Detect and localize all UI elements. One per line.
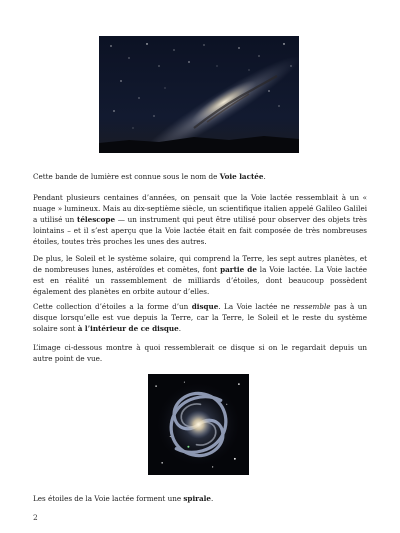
paragraph-image-intro: [33, 342, 367, 364]
paragraph-telescope: [33, 192, 367, 247]
p4-bold-inside: à l’intérieur de ce disque: [77, 324, 179, 334]
paragraph-milky-way-name: [33, 171, 367, 182]
spiral-galaxy-photo: [148, 374, 249, 475]
p4-bold-disque: disque: [191, 302, 219, 311]
p1-bold-term: Voie lactée: [219, 172, 264, 181]
p3-text-0: De plus, le Soleil et le système solaire, qui comprend la Terre, les sept autres planètes, et de nombreuses lunes, astéroïdes et comètes, font: [33, 254, 367, 275]
p2-text-0: Pendant plusieurs centaines d’années, on pensait que la Voie lactée ressemblait à un « nuage » lumineux. Mais au dix-septième siècle, un scientifique italien appelé Galileo Galilei a utilisé un: [33, 193, 367, 225]
p4-italic-term: ressemble: [293, 302, 331, 311]
paragraph-solar-system: [33, 253, 367, 297]
p6-bold-term: spirale: [183, 494, 211, 503]
p4-text-2: pas à un disque lorsqu’elle est vue depuis la Terre, car la Terre, le Soleil et le reste du système solaire sont: [33, 302, 367, 334]
p4-text-0: Cette collection d’étoiles a la forme d’un: [33, 302, 192, 311]
paragraph-disc-shape: [33, 301, 367, 334]
p3-bold-term: partie de: [220, 265, 257, 275]
p1-text-0: Cette bande de lumière est connue sous le nom de: [33, 172, 220, 181]
milky-way-illustration: [99, 36, 299, 153]
p2-text-1: — un instrument qui peut être utilisé pour observer des objets très lointains – et il s’est aperçu que la Voie lactée était en fait composée de très nombreuses étoiles, toutes très proches les unes des autres.: [33, 215, 367, 247]
p2-bold-term: télescope: [77, 215, 116, 225]
page-number: 2: [33, 513, 38, 522]
p1-text-1: .: [263, 172, 266, 181]
spiral-galaxy-illustration: [148, 374, 249, 475]
p6-text-1: .: [210, 494, 214, 503]
p4-text-3: .: [178, 324, 182, 334]
p6-text-0: Les étoiles de la Voie lactée forment une: [33, 494, 184, 503]
p3-text-1: la Voie lactée. La Voie lactée est en réalité un rassemblement de milliards d’étoiles, dont beaucoup possèdent également des planètes en orbite autour d’elles.: [33, 265, 367, 297]
paragraph-spiral: [33, 493, 367, 504]
milky-way-photo: [99, 36, 299, 153]
p4-text-1: . La Voie lactée ne: [218, 302, 294, 311]
p5-text-0: L’image ci-dessous montre à quoi ressemblerait ce disque si on le regardait depuis un autre point de vue.: [33, 343, 367, 364]
